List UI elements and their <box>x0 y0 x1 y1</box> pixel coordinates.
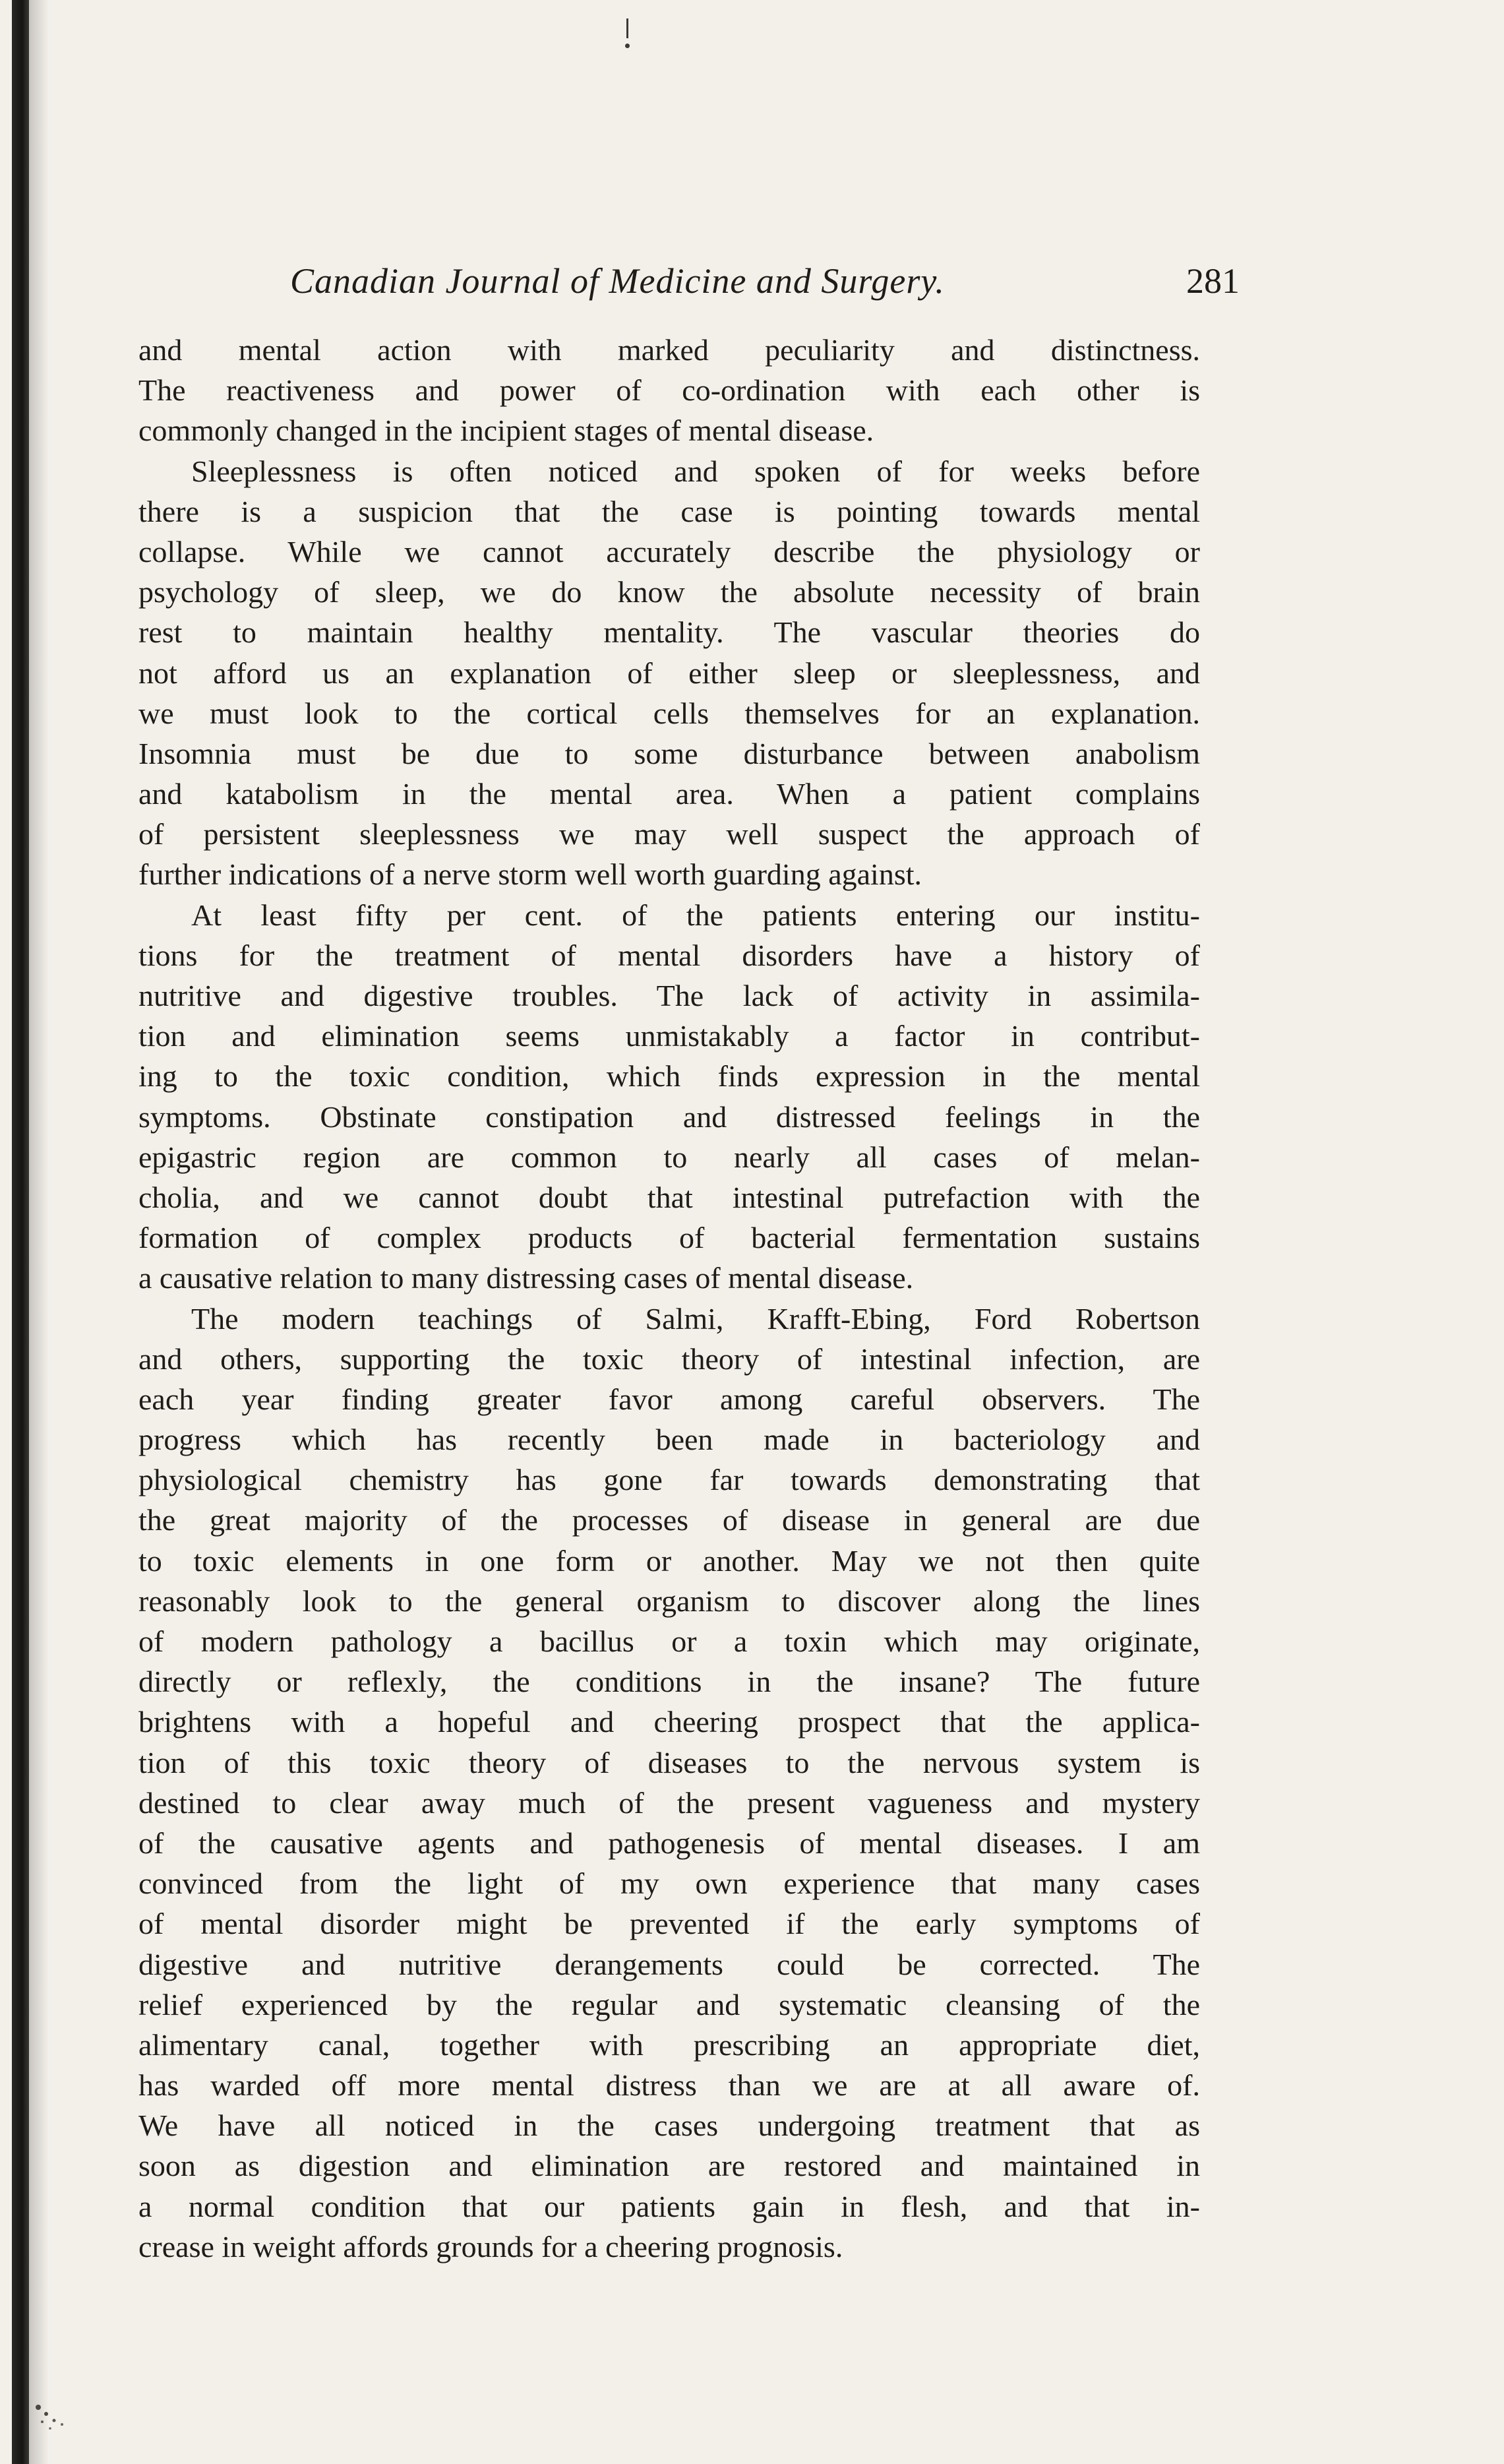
text-line: of persistent sleeplessness we may well suspect the approach of <box>138 817 1200 851</box>
text-line: formation of complex products of bacterial fermentation sustains <box>138 1221 1200 1255</box>
text-line: Sleeplessness is often noticed and spoken of for weeks before <box>191 454 1200 488</box>
page-header <box>290 261 1240 313</box>
text-line: physiological chemistry has gone far towards demonstrating that <box>138 1463 1200 1497</box>
text-line: to toxic elements in one form or another. May we not then quite <box>138 1543 1200 1578</box>
text-line: of the causative agents and pathogenesis of mental diseases. I am <box>138 1826 1200 1860</box>
text-line: there is a suspicion that the case is pointing towards mental <box>138 494 1200 528</box>
corner-specks <box>32 2394 78 2434</box>
text-line: of modern pathology a bacillus or a toxin which may originate, <box>138 1624 1200 1658</box>
text-line: reasonably look to the general organism to discover along the lines <box>138 1584 1200 1618</box>
text-line: and katabolism in the mental area. When a patient complains <box>138 777 1200 811</box>
text-line: crease in weight affords grounds for a cheering prognosis. <box>138 2229 843 2264</box>
page-number: 281 <box>1186 261 1240 301</box>
text-line: symptoms. Obstinate constipation and distressed feelings in the <box>138 1099 1200 1134</box>
text-line: Insomnia must be due to some disturbance between anabolism <box>138 736 1200 770</box>
top-mark <box>626 18 628 38</box>
text-line: commonly changed in the incipient stages of mental disease. <box>138 414 874 448</box>
text-line: a causative relation to many distressing cases of mental disease. <box>138 1261 914 1295</box>
running-title: Canadian Journal of Medicine and Surgery. <box>290 261 945 301</box>
text-line: progress which has recently been made in bacteriology and <box>138 1423 1200 1457</box>
text-line: rest to maintain healthy mentality. The vascular theories do <box>138 615 1200 650</box>
text-line: further indications of a nerve storm well worth guarding against. <box>138 857 922 892</box>
text-line: has warded off more mental distress than we are at all aware of. <box>138 2068 1200 2103</box>
text-line: At least fifty per cent. of the patients entering our institu- <box>191 898 1200 932</box>
text-line: directly or reflexly, the conditions in the insane? The future <box>138 1665 1200 1699</box>
text-line: we must look to the cortical cells themselves for an explanation. <box>138 696 1200 730</box>
text-line: epigastric region are common to nearly all cases of melan- <box>138 1140 1200 1174</box>
text-line: alimentary canal, together with prescribing an appropriate diet, <box>138 2027 1200 2062</box>
text-line: psychology of sleep, we do know the absolute necessity of brain <box>138 575 1200 609</box>
text-line: destined to clear away much of the present vagueness and mystery <box>138 1785 1200 1820</box>
text-line: and others, supporting the toxic theory of intestinal infection, are <box>138 1341 1200 1376</box>
text-line: not afford us an explanation of either sleep or sleeplessness, and <box>138 656 1200 690</box>
text-line: The reactiveness and power of co-ordination with each other is <box>138 373 1200 408</box>
text-line: cholia, and we cannot doubt that intestinal putrefaction with the <box>138 1180 1200 1214</box>
text-line: brightens with a hopeful and cheering prospect that the applica- <box>138 1705 1200 1739</box>
article-body <box>138 330 1200 2267</box>
text-line: nutritive and digestive troubles. The lack of activity in assimila- <box>138 979 1200 1012</box>
text-line: ing to the toxic condition, which finds expression in the mental <box>138 1059 1200 1093</box>
text-line: a normal condition that our patients gain in flesh, and that in- <box>138 2189 1200 2223</box>
text-line: convinced from the light of my own experience that many cases <box>138 1866 1200 1901</box>
text-line: each year finding greater favor among careful observers. The <box>138 1382 1200 1416</box>
text-line: soon as digestion and elimination are restored and maintained in <box>138 2149 1200 2183</box>
text-line: tion of this toxic theory of diseases to the nervous system is <box>138 1745 1200 1779</box>
text-line: tions for the treatment of mental disorders have a history of <box>138 938 1200 972</box>
text-line: We have all noticed in the cases undergoing treatment that as <box>138 2109 1200 2143</box>
text-line: of mental disorder might be prevented if the early symptoms of <box>138 1907 1200 1941</box>
text-line: and mental action with marked peculiarity and distinctness. <box>138 333 1200 367</box>
page-binding-edge <box>12 0 29 2464</box>
top-dot-mark <box>625 44 630 48</box>
text-line: digestive and nutritive derangements could be corrected. The <box>138 1947 1200 1981</box>
text-line: The modern teachings of Salmi, Krafft-Ebing, Ford Robertson <box>191 1301 1200 1336</box>
text-line: the great majority of the processes of disease in general are due <box>138 1503 1200 1537</box>
text-line: collapse. While we cannot accurately describe the physiology or <box>138 534 1200 569</box>
binding-shadow <box>29 0 49 2464</box>
text-line: relief experienced by the regular and systematic cleansing of the <box>138 1987 1200 2021</box>
text-line: tion and elimination seems unmistakably a factor in contribut- <box>138 1019 1200 1053</box>
